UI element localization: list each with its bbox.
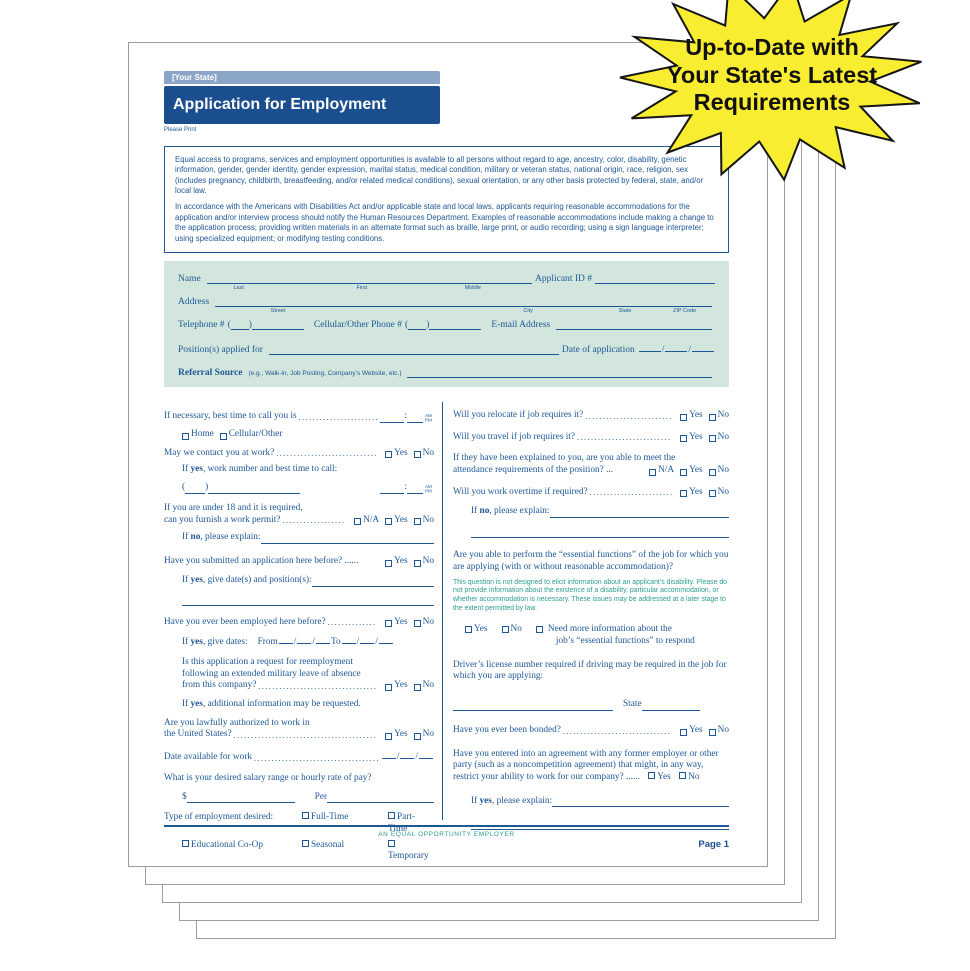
salary-input[interactable] [187, 794, 295, 803]
address-row [178, 296, 715, 314]
authorized-no-checkbox[interactable] [414, 733, 421, 740]
ampm-label: AM PM [425, 484, 432, 494]
employed-from-date-input[interactable]: / / [278, 635, 331, 649]
best-time-hour-input[interactable] [380, 414, 404, 423]
essential-no-checkbox[interactable] [502, 626, 509, 633]
essential-functions-question: Are you able to perform the “essential functions” of the job for which you are applying (with or without reasonable accommodation)? [453, 550, 729, 572]
part-time-checkbox[interactable] [388, 812, 395, 819]
home-checkbox[interactable] [182, 433, 189, 440]
application-date-label: Date of application [561, 344, 635, 355]
submitted-no-checkbox[interactable] [414, 560, 421, 567]
phone-type-checkboxes: Home Cellular/Other [182, 429, 434, 441]
contact-work-yes-checkbox[interactable] [385, 451, 392, 458]
address-sub-state: State [618, 308, 632, 314]
relocate-question: Will you relocate if job requires it? ..... Yes No [453, 410, 729, 422]
authorized-yes-checkbox[interactable] [385, 733, 392, 740]
license-state-input[interactable] [642, 702, 700, 711]
position-row [178, 343, 715, 355]
submitted-dates-input[interactable] [312, 578, 434, 587]
address-sub-city: City [523, 308, 534, 314]
overtime-explain-input-2[interactable] [471, 527, 729, 538]
dotted-leader [254, 754, 379, 764]
eeo-paragraph-1: Equal access to programs, services and employment opportunities is available to all persons without regard to age, ancestry, color, disability, genetic information, gender, gender identity, gender expression, marital status, medical condition, military or veteran status, national origin, race, religion, sex (includes pregnancy, childbirth, breastfeeding, and/or related medical conditions), sexual orientation, or any other basis protected by federal, state, and/or local law. [175, 155, 704, 196]
license-line: State [453, 699, 729, 711]
employed-to-date-input[interactable]: / / [341, 635, 394, 649]
dotted-leader [258, 682, 377, 692]
contact-at-work-question: May we contact you at work? ..... Yes No [164, 448, 434, 460]
date-available-input[interactable]: / / [381, 750, 434, 764]
please-print-note: Please Print [164, 127, 197, 133]
ampm-label: AM PM [425, 413, 432, 423]
authorized-question-line1: Are you lawfully authorized to work in [164, 717, 310, 728]
attendance-question-line1: If they have been explained to you, are you able to meet the [453, 453, 676, 464]
bonded-no-checkbox[interactable] [709, 729, 716, 736]
travel-question: Will you travel if job requires it? ..... Yes No [453, 432, 729, 444]
cellular-input-line[interactable] [429, 321, 481, 330]
contact-work-no-checkbox[interactable] [414, 451, 421, 458]
employment-type-group: Type of employment desired: Full-Time Part-Time Educational Co-Op Seasonal Temporary [164, 812, 429, 862]
permit-na-checkbox[interactable] [354, 518, 361, 525]
submitted-before-question: Have you submitted an application here before? ...... Yes No [164, 556, 434, 567]
name-input-line[interactable] [207, 274, 532, 291]
essential-functions-note: This question is not designed to elicit information about an applicant’s disability. Please do not provide information about the existence of a disability, particular accommodation, or whether accommodation is necessary. These issues may be addressed at a later stage to the extent permitted by law. [453, 578, 728, 613]
referral-input-line[interactable] [407, 368, 712, 378]
salary-question: What is your desired salary range or hourly rate of pay? [164, 772, 372, 783]
name-sub-middle: Middle [464, 285, 481, 291]
employed-before-question: Have you ever been employed here before? ..... Yes No [164, 617, 434, 629]
best-time-minute-input[interactable] [407, 414, 423, 423]
work-time-minute-input[interactable] [407, 485, 423, 494]
license-question: Driver’s license number required if driving may be required in the job for which you are applying: [453, 659, 727, 682]
address-input-line[interactable] [215, 297, 712, 314]
cellular-area-input[interactable] [408, 321, 426, 330]
name-sub-first: First [356, 285, 368, 291]
cellular-label: Cellular/Other Phone # [313, 319, 403, 330]
paren-open: ( [405, 319, 409, 330]
position-input-line[interactable] [269, 345, 559, 355]
attendance-na-checkbox[interactable] [649, 469, 656, 476]
page-footer [164, 825, 729, 850]
permit-no-checkbox[interactable] [414, 518, 421, 525]
noncompete-yes-checkbox[interactable] [648, 772, 655, 779]
permit-explain-line: If no, please explain: [182, 532, 434, 544]
reemployment-yes-checkbox[interactable] [385, 684, 392, 691]
dotted-leader [299, 413, 379, 423]
work-permit-question-line2: can you furnish a work permit? ..... N/A Yes No [164, 515, 434, 527]
relocate-no-checkbox[interactable] [709, 414, 716, 421]
dotted-leader [282, 516, 346, 526]
referral-row [178, 368, 715, 378]
state-tag-bar: [Your State] [164, 71, 440, 84]
questions-left-column [164, 402, 434, 862]
telephone-input-line[interactable] [252, 321, 304, 330]
travel-yes-checkbox[interactable] [680, 435, 687, 442]
telephone-label: Telephone # [178, 319, 225, 330]
essential-need-info-checkbox[interactable] [536, 626, 543, 633]
travel-no-checkbox[interactable] [709, 435, 716, 442]
overtime-explain-line: If no, please explain: [471, 506, 729, 518]
essential-functions-checkboxes: Yes No Need more information about the job’s “essential functions” to respond [453, 624, 729, 647]
submitted-dates-line: If yes, give date(s) and position(s): [182, 575, 434, 587]
address-sub-zip: ZIP Code [673, 308, 697, 314]
reemployment-additional-note: If yes, additional information may be requested. [182, 699, 361, 710]
noncompete-explain-line: If yes, please explain: [471, 796, 729, 808]
telephone-area-input[interactable] [231, 321, 249, 330]
dotted-leader [585, 412, 672, 422]
cellular-checkbox[interactable] [220, 433, 227, 440]
dotted-leader [234, 731, 377, 741]
phone-email-row [178, 320, 715, 330]
referral-source-hint: (e.g., Walk-in, Job Posting, Company’s Website, etc.) [248, 369, 402, 377]
overtime-question: Will you work overtime if required? ..... Yes No [453, 487, 729, 499]
bonded-question: Have you ever been bonded? ..... Yes No [453, 725, 729, 737]
position-label: Position(s) applied for [178, 344, 263, 355]
best-time-question: If necessary, best time to call you is ..... : AM PM [164, 411, 434, 423]
dotted-leader [563, 727, 672, 737]
email-input-line[interactable] [556, 320, 712, 330]
overtime-no-checkbox[interactable] [709, 490, 716, 497]
application-date-input[interactable]: / / [638, 343, 715, 355]
reemployment-question-line2: following an extended military leave of absence [182, 668, 361, 679]
applicant-id-input-line[interactable] [595, 275, 715, 284]
date-available-question: Date available for work ..... / / [164, 750, 434, 764]
license-number-input[interactable] [453, 702, 613, 711]
permit-yes-checkbox[interactable] [385, 518, 392, 525]
questions-right-column [442, 402, 729, 820]
applicant-id-label: Applicant ID # [535, 273, 592, 284]
name-sub-last: Last [233, 285, 244, 291]
dotted-leader [276, 449, 377, 459]
referral-source-label: Referral Source [178, 367, 243, 378]
dotted-leader [577, 433, 672, 443]
essential-yes-checkbox[interactable] [465, 626, 472, 633]
employed-no-checkbox[interactable] [414, 620, 421, 627]
work-permit-question-line1: If you are under 18 and it is required, [164, 502, 303, 513]
submitted-yes-checkbox[interactable] [385, 560, 392, 567]
work-number-line: ( ) : AM PM [182, 482, 432, 494]
form-title: Application for Employment [164, 86, 440, 124]
reemployment-question-line1: Is this application a request for reemployment [182, 656, 353, 667]
attendance-yes-checkbox[interactable] [680, 469, 687, 476]
paren-close: ) [426, 319, 430, 330]
overtime-explain-input[interactable] [550, 509, 729, 518]
work-time-hour-input[interactable] [380, 485, 404, 494]
starburst-badge [612, 0, 932, 188]
employed-dates-line: If yes, give dates: From / / To / / [182, 635, 434, 649]
authorized-question-line2: the United States? ..... Yes No [164, 729, 434, 741]
employment-type-label: Type of employment desired: [164, 812, 274, 823]
attendance-question-line2: attendance requirements of the position? ... N/A Yes No [453, 464, 729, 475]
email-label: E-mail Address [491, 319, 551, 330]
dotted-leader [328, 618, 378, 628]
overtime-yes-checkbox[interactable] [680, 490, 687, 497]
paren-close: ) [248, 319, 252, 330]
salary-per-input[interactable] [327, 794, 434, 803]
employed-yes-checkbox[interactable] [385, 620, 392, 627]
equal-opportunity-text: AN EQUAL OPPORTUNITY EMPLOYER [378, 831, 515, 838]
noncompete-explain-input[interactable] [552, 798, 729, 807]
work-area-input[interactable] [185, 485, 205, 494]
relocate-yes-checkbox[interactable] [680, 414, 687, 421]
footer-rule [164, 825, 729, 827]
permit-explain-input[interactable] [261, 535, 434, 544]
reemployment-question-line3: from this company? ..... Yes No [182, 680, 434, 692]
dotted-leader [590, 488, 672, 498]
bonded-yes-checkbox[interactable] [680, 729, 687, 736]
salary-line: $ Per [182, 792, 434, 804]
name-row [178, 273, 715, 291]
noncompete-no-checkbox[interactable] [679, 772, 686, 779]
address-sub-street: Street [270, 308, 286, 314]
work-number-input[interactable] [208, 485, 300, 494]
name-label: Name [178, 273, 201, 284]
paren-open: ( [227, 319, 231, 330]
page-number: Page 1 [698, 839, 729, 850]
address-label: Address [178, 296, 210, 307]
reemployment-no-checkbox[interactable] [414, 684, 421, 691]
starburst-text: Up-to-Date with Your State's Latest Requirements [666, 34, 878, 115]
full-time-checkbox[interactable] [302, 812, 309, 819]
noncompete-question: Have you entered into an agreement with any former employer or other party (such as a noncompetition agreement) that might, in any way, restrict your ability to work for our company? ...... Yes No [453, 748, 719, 782]
eeo-paragraph-2: In accordance with the Americans with Disabilities Act and/or applicable state and local laws, applicants requiring reasonable accommodations for the application and/or interview process should notify the Human Resources Department. Examples of reasonable accommodations include making a change to the application process; providing written materials in an alternate format such as braille, large print, or audio recording; using a sign language interpreter; using specialized equipment; or modifying testing conditions. [175, 202, 714, 243]
attendance-no-checkbox[interactable] [709, 469, 716, 476]
if-yes-work-number-note: If yes, work number and best time to call: [182, 464, 338, 475]
submitted-dates-input-2[interactable] [182, 595, 434, 606]
identity-section [164, 261, 729, 387]
